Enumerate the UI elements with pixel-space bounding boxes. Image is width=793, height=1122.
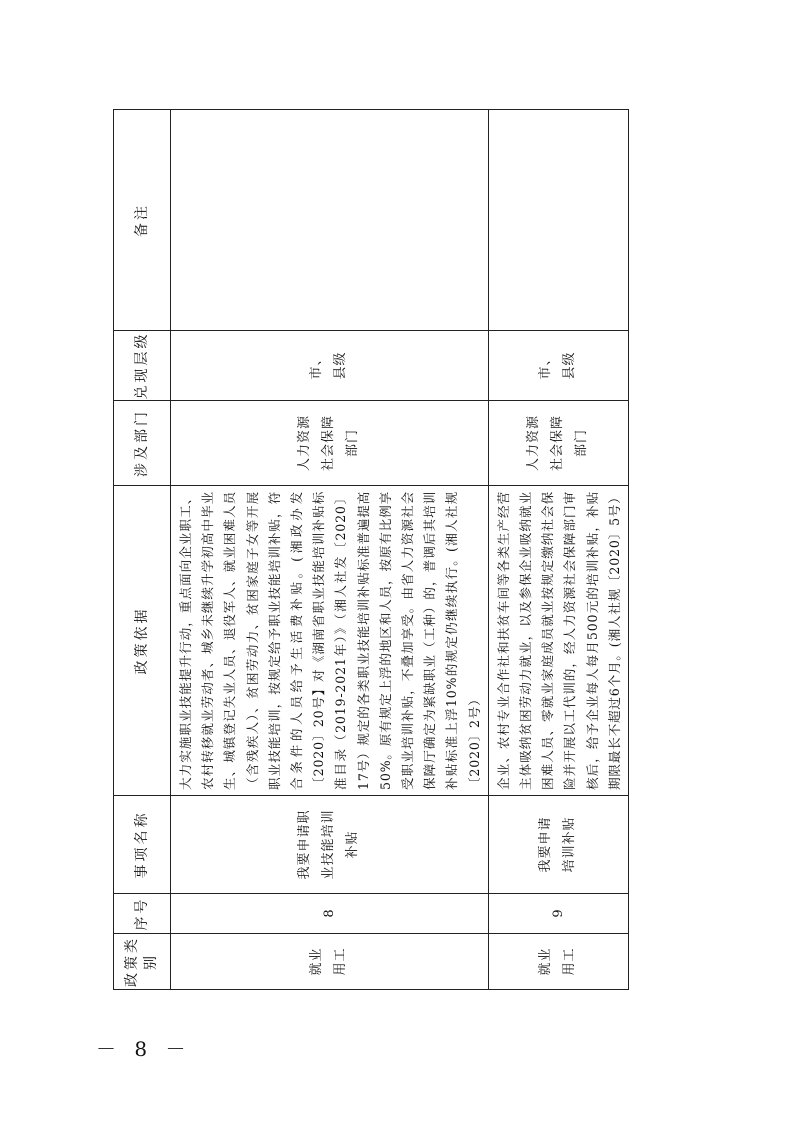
row-basis: 大力实施职业技能提升行动，重点面向企业职工、农村转移就业劳动者、城乡未继续升学初高中毕业生、城镇登记失业人员、退役军人、就业困难人员（含残疾人）、贫困劳动力、贫困家庭子女等开展职业技能培训，按规定给予职业技能培训补贴，符合条件的人员给予生活费补贴。(湘政办发〔2020〕20号】对《湖南省职业技能培训补贴标准目录（2019-2021年）》（湘人社发〔2020〕17号）规定的各类职业技能培训补贴标准普遍提高50%。原有规定上浮的地区和人员，按原有比例享受职业培训补贴，不叠加享受。由省人力资源社会保障厅确定为紧缺职业（工种）的，普调后其培训补贴标准上浮10%的规定仍继续执行。(湘人社规〔2020〕2号）: [171, 486, 489, 796]
header-dept: 涉及部门: [114, 401, 171, 486]
row-category: 就业用工: [488, 934, 628, 990]
row-seq: 8: [171, 894, 489, 934]
row-seq: 9: [488, 894, 628, 934]
row-basis: 企业、农村专业合作社和扶贫车间等各类生产经营主体吸纳贫困劳动力就业，以及参保企业吸纳就业困难人员、零就业家庭成员就业按规定缴纳社会保险并开展以工代训的，经人力资源社会保障部门审核后，给予企业每人每月500元的培训补贴，补贴期限最长不超过6个月。(湘人社规〔2020〕5号）: [488, 486, 628, 796]
row-item: 我要申请职业技能培训补贴: [171, 796, 489, 894]
policy-table: [113, 109, 629, 990]
row-remark: [171, 110, 489, 331]
rotated-policy-table: [113, 110, 622, 990]
header-seq: 序号: [114, 894, 171, 934]
header-item: 事项名称: [114, 796, 171, 894]
header-level: 兑现层级: [114, 331, 171, 401]
row-level: 市、县级: [488, 331, 628, 401]
row-remark: [488, 110, 628, 331]
table-row: [488, 110, 628, 990]
header-basis: 政策依据: [114, 486, 171, 796]
row-category: 就业用工: [171, 934, 489, 990]
header-row: [114, 110, 171, 990]
header-category: 政策类别: [114, 934, 171, 990]
row-dept: 人力资源社会保障部门: [488, 401, 628, 486]
page-number: － 8 －: [96, 1037, 192, 1061]
row-level: 市、县级: [171, 331, 489, 401]
table-row: [171, 110, 489, 990]
row-item: 我要申请培训补贴: [488, 796, 628, 894]
row-dept: 人力资源社会保障部门: [171, 401, 489, 486]
header-remark: 备注: [114, 110, 171, 331]
